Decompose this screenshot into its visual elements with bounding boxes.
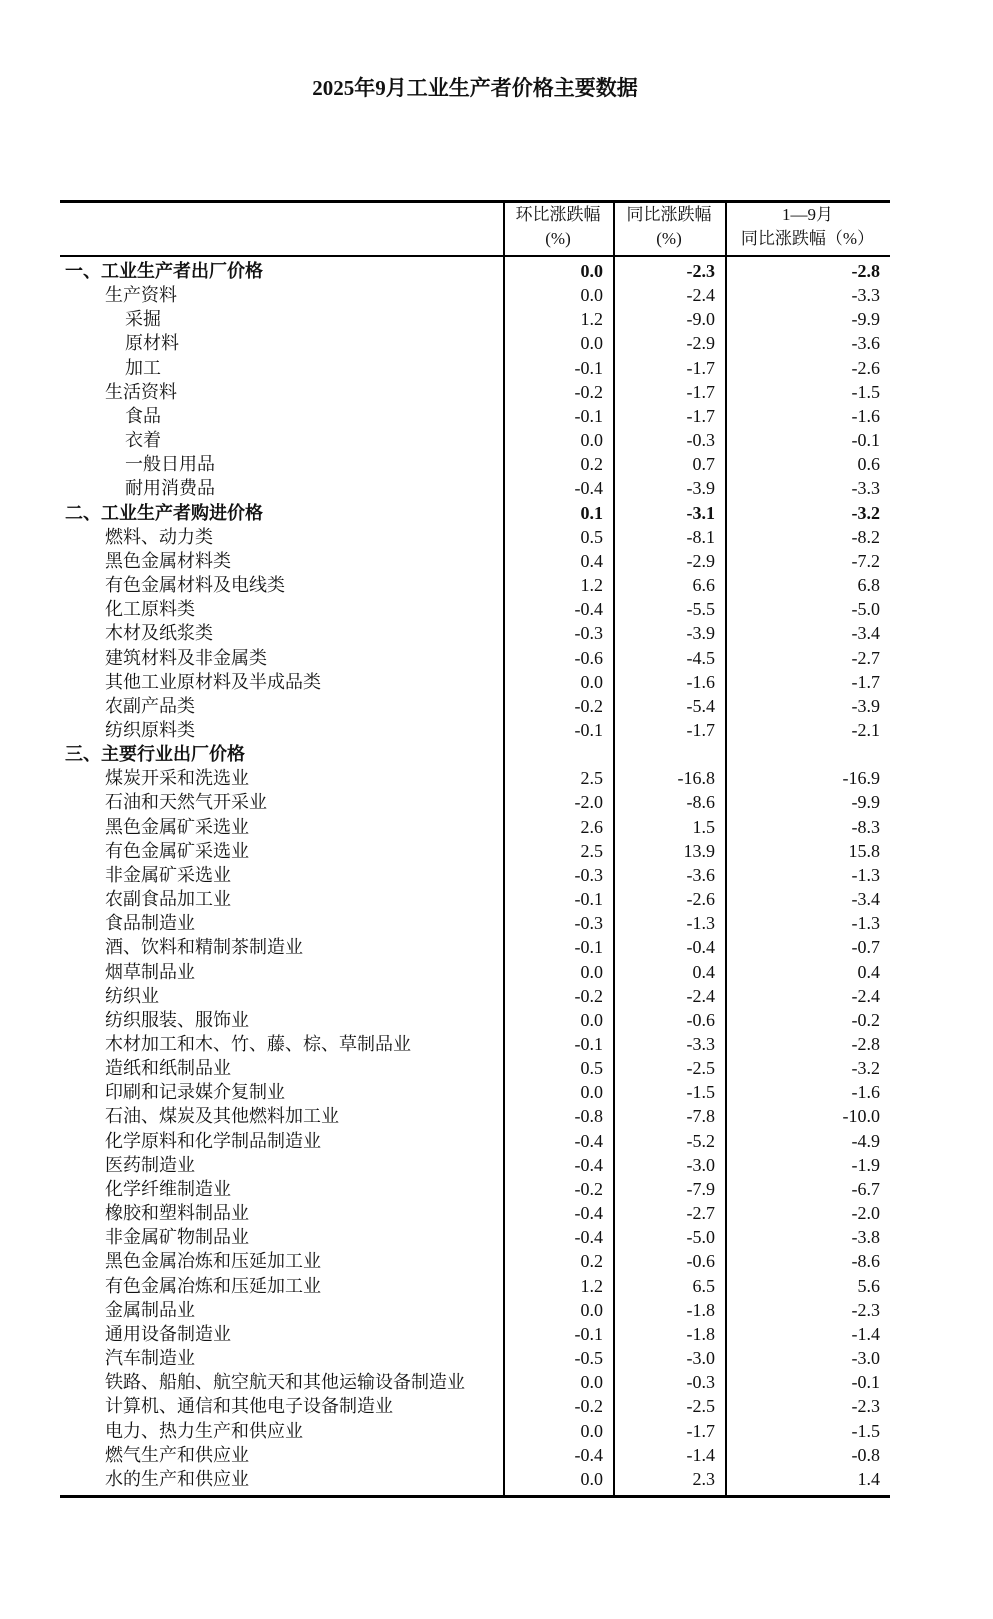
mom-value: -0.4 [574, 1154, 603, 1175]
mom-value: 2.5 [580, 768, 603, 789]
table-row [60, 646, 890, 670]
row-label: 农副食品加工业 [105, 889, 231, 910]
column-header-line2: (%) [656, 229, 682, 248]
table-row [60, 1443, 890, 1467]
ytd-yoy-value: -0.7 [851, 937, 880, 958]
ytd-yoy-value: -3.3 [851, 478, 880, 499]
ytd-yoy-value: -2.4 [851, 985, 880, 1006]
ytd-yoy-value: -3.3 [851, 285, 880, 306]
row-label: 计算机、通信和其他电子设备制造业 [105, 1396, 393, 1417]
table-row [60, 1394, 890, 1418]
section-row [60, 501, 890, 525]
mom-value: 0.0 [580, 1299, 603, 1320]
ytd-yoy-value: -2.0 [851, 1203, 880, 1224]
mom-value: 0.0 [580, 671, 603, 692]
mom-value: -0.4 [574, 1130, 603, 1151]
mom-value: -0.3 [574, 623, 603, 644]
yoy-value: -0.6 [686, 1009, 715, 1030]
yoy-value: -3.1 [686, 502, 715, 523]
ytd-yoy-value: -2.8 [851, 261, 880, 281]
table-row [60, 356, 890, 380]
table-row [60, 452, 890, 476]
mom-value: 0.0 [580, 285, 603, 306]
table-row [60, 380, 890, 404]
mom-value: -0.2 [574, 1178, 603, 1199]
row-label: 煤炭开采和洗选业 [105, 768, 249, 789]
row-label: 通用设备制造业 [105, 1323, 231, 1344]
mom-value: 1.2 [580, 309, 603, 330]
yoy-value: -2.3 [686, 261, 715, 281]
mom-value: 0.0 [580, 1468, 603, 1489]
ytd-yoy-value: -2.1 [851, 719, 880, 740]
table-row [60, 549, 890, 573]
ytd-yoy-value: -1.3 [851, 913, 880, 934]
mom-value: -0.2 [574, 1396, 603, 1417]
yoy-value: -2.4 [686, 985, 715, 1006]
column-header-ytd-yoy [725, 203, 890, 255]
yoy-value: -1.7 [686, 405, 715, 426]
table-row [60, 597, 890, 621]
mom-value: -0.3 [574, 864, 603, 885]
mom-value: -0.4 [574, 1203, 603, 1224]
yoy-value: -8.1 [686, 526, 715, 547]
ytd-yoy-value: 1.4 [857, 1468, 880, 1489]
yoy-value: -1.7 [686, 357, 715, 378]
ytd-yoy-value: -3.9 [851, 695, 880, 716]
yoy-value: -2.7 [686, 1203, 715, 1224]
ytd-yoy-value: -10.0 [842, 1106, 880, 1127]
section-row [60, 259, 890, 283]
ytd-yoy-value: -1.7 [851, 671, 880, 692]
ytd-yoy-value: -0.1 [851, 1372, 880, 1393]
row-label: 造纸和纸制品业 [105, 1058, 231, 1079]
row-label: 橡胶和塑料制品业 [105, 1203, 249, 1224]
mom-value: -0.1 [574, 937, 603, 958]
ytd-yoy-value: -0.8 [851, 1444, 880, 1465]
ytd-yoy-value: -1.5 [851, 381, 880, 402]
yoy-value: -1.8 [686, 1299, 715, 1320]
table-row [60, 1129, 890, 1153]
row-label: 木材及纸浆类 [105, 623, 213, 644]
ytd-yoy-value: -3.2 [851, 1058, 880, 1079]
yoy-value: -9.0 [686, 309, 715, 330]
table-row [60, 670, 890, 694]
mom-value: 0.0 [580, 1372, 603, 1393]
row-label: 加工 [125, 357, 161, 378]
mom-value: 0.1 [580, 502, 603, 523]
table-row [60, 863, 890, 887]
yoy-value: -2.6 [686, 889, 715, 910]
yoy-value: -1.3 [686, 913, 715, 934]
yoy-value: -8.6 [686, 792, 715, 813]
table-row [60, 1225, 890, 1249]
table-row [60, 790, 890, 814]
row-label: 非金属矿物制品业 [105, 1227, 249, 1248]
mom-value: -0.1 [574, 889, 603, 910]
ytd-yoy-value: -1.6 [851, 405, 880, 426]
mom-value: 2.6 [580, 816, 603, 837]
column-header-line1: 1—9月 [782, 205, 833, 224]
column-header-line1: 环比涨跌幅 [515, 205, 601, 224]
yoy-value: -1.7 [686, 1420, 715, 1441]
ytd-yoy-value: -6.7 [851, 1178, 880, 1199]
table-row [60, 404, 890, 428]
row-label: 石油和天然气开采业 [105, 792, 267, 813]
row-label: 生活资料 [105, 381, 177, 402]
ytd-yoy-value: -0.2 [851, 1009, 880, 1030]
table-row [60, 1104, 890, 1128]
row-label: 化学原料和化学制品制造业 [105, 1130, 321, 1151]
table-row [60, 1153, 890, 1177]
table-row [60, 887, 890, 911]
table-row [60, 839, 890, 863]
mom-value: 1.2 [580, 575, 603, 596]
row-label: 汽车制造业 [105, 1348, 195, 1369]
ytd-yoy-value: -3.4 [851, 889, 880, 910]
ytd-yoy-value: -0.1 [851, 430, 880, 451]
row-label: 食品 [125, 405, 161, 426]
yoy-value: -5.4 [686, 695, 715, 716]
table-row [60, 1080, 890, 1104]
table-body [60, 257, 890, 1498]
yoy-value: -1.4 [686, 1444, 715, 1465]
mom-value: 0.0 [580, 1420, 603, 1441]
yoy-value: -2.5 [686, 1396, 715, 1417]
ppi-table [60, 200, 890, 1498]
row-label: 食品制造业 [105, 913, 195, 934]
yoy-value: -1.6 [686, 671, 715, 692]
table-row [60, 1008, 890, 1032]
yoy-value: -5.0 [686, 1227, 715, 1248]
mom-value: 0.5 [580, 526, 603, 547]
table-row [60, 428, 890, 452]
ytd-yoy-value: -1.3 [851, 864, 880, 885]
table-row [60, 935, 890, 959]
row-label: 燃料、动力类 [105, 526, 213, 547]
ytd-yoy-value: -2.7 [851, 647, 880, 668]
table-row [60, 1056, 890, 1080]
row-label: 农副产品类 [105, 695, 195, 716]
ytd-yoy-value: -1.9 [851, 1154, 880, 1175]
ytd-yoy-value: -2.8 [851, 1034, 880, 1054]
row-label: 医药制造业 [105, 1154, 195, 1175]
table-row [60, 573, 890, 597]
ytd-yoy-value: 0.4 [857, 961, 880, 982]
table-row [60, 911, 890, 935]
yoy-value: -1.7 [686, 381, 715, 402]
ytd-yoy-value: -1.5 [851, 1420, 880, 1441]
ytd-yoy-value: -8.2 [851, 526, 880, 547]
ytd-yoy-value: -16.9 [842, 768, 880, 789]
row-label: 一、工业生产者出厂价格 [65, 261, 263, 281]
ytd-yoy-value: -9.9 [851, 309, 880, 330]
yoy-value: -0.6 [686, 1251, 715, 1272]
yoy-value: -16.8 [677, 768, 715, 789]
yoy-value: 13.9 [683, 840, 715, 861]
table-row [60, 1249, 890, 1273]
row-label: 纺织业 [105, 985, 159, 1006]
row-label: 有色金属材料及电线类 [105, 575, 285, 596]
mom-value: -0.4 [574, 1444, 603, 1465]
yoy-value: -3.9 [686, 478, 715, 499]
mom-value: -0.4 [574, 478, 603, 499]
mom-value: 0.2 [580, 454, 603, 475]
row-label: 生产资料 [105, 285, 177, 306]
row-label: 其他工业原材料及半成品类 [105, 671, 321, 692]
yoy-value: -2.4 [686, 285, 715, 306]
mom-value: -0.2 [574, 381, 603, 402]
yoy-value: -4.5 [686, 647, 715, 668]
mom-value: -0.4 [574, 599, 603, 620]
yoy-value: 1.5 [692, 816, 715, 837]
mom-value: 0.4 [580, 550, 603, 571]
row-label: 黑色金属材料类 [105, 550, 231, 571]
row-label: 有色金属矿采选业 [105, 840, 249, 861]
yoy-value: -1.5 [686, 1082, 715, 1103]
yoy-value: -5.5 [686, 599, 715, 620]
mom-value: -0.8 [574, 1106, 603, 1127]
row-label: 有色金属冶炼和压延加工业 [105, 1275, 321, 1296]
table-row [60, 307, 890, 331]
table-row [60, 1346, 890, 1370]
column-header-mom [503, 203, 613, 255]
row-label: 金属制品业 [105, 1299, 195, 1320]
ytd-yoy-value: -1.6 [851, 1082, 880, 1103]
page-title: 2025年9月工业生产者价格主要数据 [312, 76, 638, 100]
ytd-yoy-value: -2.3 [851, 1396, 880, 1417]
yoy-value: -1.8 [686, 1323, 715, 1344]
ytd-yoy-value: -7.2 [851, 550, 880, 571]
column-header-line2: 同比涨跌幅（%） [740, 229, 875, 248]
ytd-yoy-value: -3.8 [851, 1227, 880, 1248]
table-row [60, 718, 890, 742]
column-divider [613, 203, 615, 255]
yoy-value: -0.3 [686, 430, 715, 451]
ytd-yoy-value: -3.0 [851, 1348, 880, 1369]
ytd-yoy-value: -3.2 [851, 502, 880, 523]
column-header-line2: (%) [545, 229, 571, 248]
yoy-value: -3.0 [686, 1348, 715, 1369]
row-label: 黑色金属矿采选业 [105, 816, 249, 837]
row-label: 烟草制品业 [105, 961, 195, 982]
row-label: 建筑材料及非金属类 [105, 647, 267, 668]
table-row [60, 1370, 890, 1394]
yoy-value: -5.2 [686, 1130, 715, 1151]
row-label: 木材加工和木、竹、藤、棕、草制品业 [105, 1034, 411, 1054]
table-row [60, 1032, 890, 1056]
mom-value: 2.5 [580, 840, 603, 861]
yoy-value: -1.7 [686, 719, 715, 740]
mom-value: -0.6 [574, 647, 603, 668]
yoy-value: 0.7 [692, 454, 715, 475]
yoy-value: 0.4 [692, 961, 715, 982]
mom-value: -0.1 [574, 719, 603, 740]
table-row [60, 1322, 890, 1346]
mom-value: -0.3 [574, 913, 603, 934]
mom-value: -0.1 [574, 405, 603, 426]
yoy-value: -7.9 [686, 1178, 715, 1199]
mom-value: 0.0 [580, 1009, 603, 1030]
mom-value: -0.1 [574, 1034, 603, 1054]
row-label: 纺织服装、服饰业 [105, 1009, 249, 1030]
yoy-value: 6.6 [692, 575, 715, 596]
table-row [60, 815, 890, 839]
table-row [60, 1201, 890, 1225]
row-label: 衣着 [125, 430, 161, 451]
ytd-yoy-value: -5.0 [851, 599, 880, 620]
row-label: 电力、热力生产和供应业 [105, 1420, 303, 1441]
ytd-yoy-value: 15.8 [848, 840, 880, 861]
mom-value: -0.5 [574, 1348, 603, 1369]
mom-value: 0.0 [580, 333, 603, 354]
table-row [60, 1177, 890, 1201]
table-row [60, 525, 890, 549]
table-row [60, 1274, 890, 1298]
ytd-yoy-value: -4.9 [851, 1130, 880, 1151]
row-label: 采掘 [125, 309, 161, 330]
column-header-yoy [613, 203, 725, 255]
table-row [60, 476, 890, 500]
row-label: 燃气生产和供应业 [105, 1444, 249, 1465]
table-row [60, 766, 890, 790]
mom-value: -0.1 [574, 1323, 603, 1344]
row-label: 三、主要行业出厂价格 [65, 744, 245, 765]
row-label: 原材料 [125, 333, 179, 354]
row-label: 印刷和记录媒介复制业 [105, 1082, 285, 1103]
row-label: 二、工业生产者购进价格 [65, 502, 263, 523]
mom-value: 1.2 [580, 1275, 603, 1296]
column-divider [503, 203, 505, 255]
table-row [60, 621, 890, 645]
yoy-value: -2.5 [686, 1058, 715, 1079]
row-label: 石油、煤炭及其他燃料加工业 [105, 1106, 339, 1127]
ytd-yoy-value: 6.8 [857, 575, 880, 596]
table-row [60, 283, 890, 307]
mom-value: -0.2 [574, 695, 603, 716]
table-row [60, 1419, 890, 1443]
row-label: 耐用消费品 [125, 478, 215, 499]
mom-value: 0.0 [580, 961, 603, 982]
row-label: 化学纤维制造业 [105, 1178, 231, 1199]
mom-value: 0.0 [580, 261, 603, 281]
yoy-value: -3.0 [686, 1154, 715, 1175]
ytd-yoy-value: -2.6 [851, 357, 880, 378]
mom-value: 0.2 [580, 1251, 603, 1272]
yoy-value: -7.8 [686, 1106, 715, 1127]
table-row [60, 1298, 890, 1322]
row-label: 黑色金属冶炼和压延加工业 [105, 1251, 321, 1272]
row-label: 一般日用品 [125, 454, 215, 475]
yoy-value: -0.3 [686, 1372, 715, 1393]
row-label: 酒、饮料和精制茶制造业 [105, 937, 303, 958]
section-row [60, 742, 890, 766]
row-label: 水的生产和供应业 [105, 1468, 249, 1489]
mom-value: -0.4 [574, 1227, 603, 1248]
yoy-value: 2.3 [692, 1468, 715, 1489]
mom-value: 0.0 [580, 1082, 603, 1103]
yoy-value: -3.3 [686, 1034, 715, 1054]
ytd-yoy-value: -2.3 [851, 1299, 880, 1320]
table-row [60, 331, 890, 355]
ytd-yoy-value: -3.4 [851, 623, 880, 644]
table-row [60, 694, 890, 718]
ytd-yoy-value: -9.9 [851, 792, 880, 813]
column-header-line1: 同比涨跌幅 [626, 205, 712, 224]
yoy-value: 6.5 [692, 1275, 715, 1296]
yoy-value: -2.9 [686, 550, 715, 571]
mom-value: -2.0 [574, 792, 603, 813]
yoy-value: -3.9 [686, 623, 715, 644]
mom-value: 0.5 [580, 1058, 603, 1079]
table-row [60, 1467, 890, 1491]
table-row [60, 960, 890, 984]
column-divider [725, 203, 727, 255]
row-label: 化工原料类 [105, 599, 195, 620]
ytd-yoy-value: -8.3 [851, 816, 880, 837]
row-label: 非金属矿采选业 [105, 864, 231, 885]
ytd-yoy-value: 5.6 [857, 1275, 880, 1296]
ytd-yoy-value: -1.4 [851, 1323, 880, 1344]
row-label: 纺织原料类 [105, 719, 195, 740]
yoy-value: -3.6 [686, 864, 715, 885]
mom-value: 0.0 [580, 430, 603, 451]
table-row [60, 984, 890, 1008]
ytd-yoy-value: -8.6 [851, 1251, 880, 1272]
yoy-value: -2.9 [686, 333, 715, 354]
ytd-yoy-value: 0.6 [857, 454, 880, 475]
yoy-value: -0.4 [686, 937, 715, 958]
mom-value: -0.1 [574, 357, 603, 378]
row-label: 铁路、船舶、航空航天和其他运输设备制造业 [105, 1372, 465, 1393]
table-header [60, 200, 890, 257]
mom-value: -0.2 [574, 985, 603, 1006]
ytd-yoy-value: -3.6 [851, 333, 880, 354]
